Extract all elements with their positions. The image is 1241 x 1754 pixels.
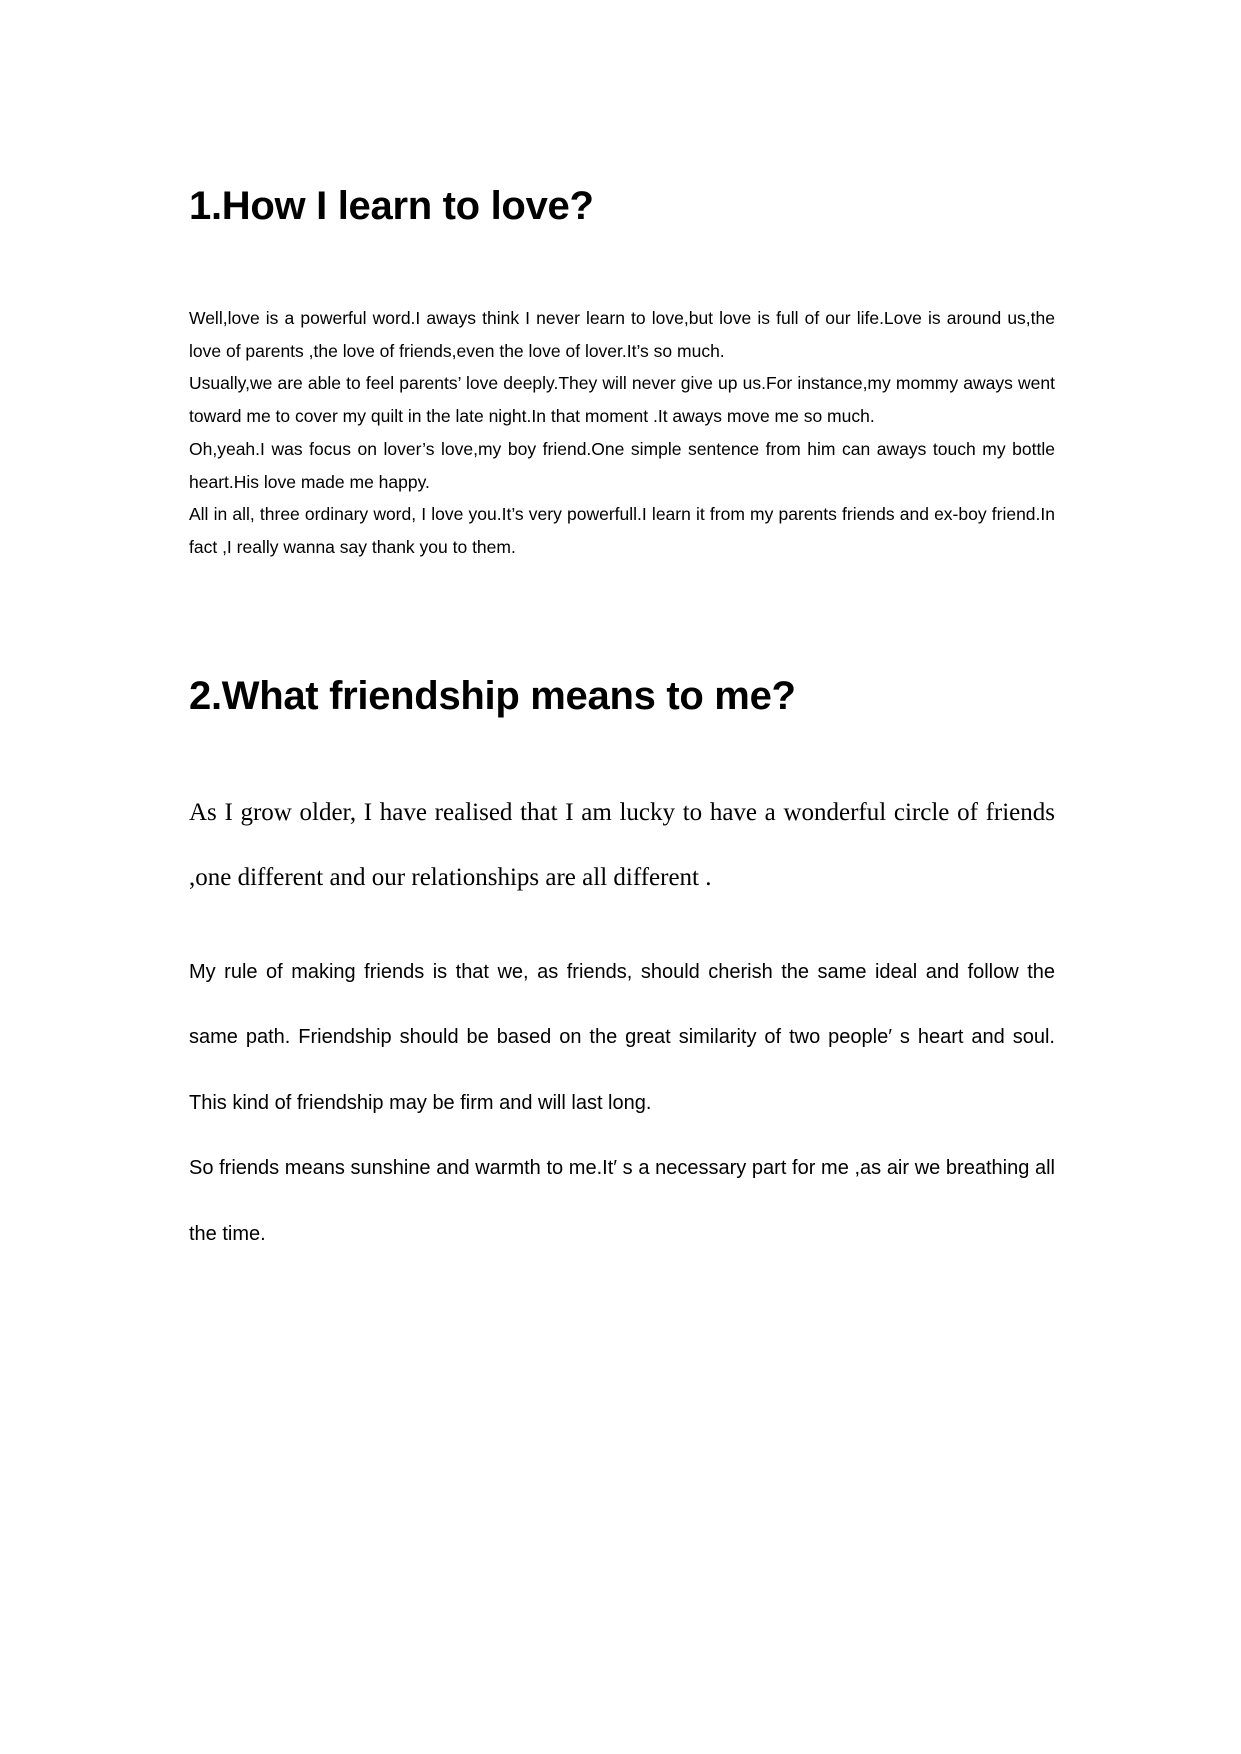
paragraph: Well,love is a powerful word.I aways think I never learn to love,but love is full of our life.Love is around us,the love of parents ,the love of friends,even the love of lover.It’s so much. — [189, 308, 1055, 361]
section-2-body — [189, 940, 1055, 1267]
paragraph: My rule of making friends is that we, as friends, should cherish the same ideal and follow the same path. Friendship should be based on the great similarity of two people′ s heart and soul. This kind of friendship may be firm and will last long. — [189, 961, 1055, 1114]
paragraph: All in all, three ordinary word, I love you.It’s very powerfull.I learn it from my parents friends and ex-boy friend.In fact ,I really wanna say thank you to them. — [189, 504, 1055, 557]
section-2-intro: As I grow older, I have realised that I am lucky to have a wonderful circle of friends ,one different and our relationships are all different . — [189, 799, 1055, 891]
section-1-heading: 1.How I learn to love? — [189, 184, 594, 228]
section-1-body — [189, 302, 1055, 564]
paragraph: Oh,yeah.I was focus on lover’s love,my boy friend.One simple sentence from him can aways touch my bottle heart.His love made me happy. — [189, 438, 1055, 492]
paragraph: Usually,we are able to feel parents’ love deeply.They will never give up us.For instance,my mommy aways went toward me to cover my quilt in the late night.In that moment .It aways move me so much. — [189, 373, 1055, 427]
paragraph: So friends means sunshine and warmth to me.It′ s a necessary part for me ,as air we breathing all the time. — [189, 1157, 1055, 1245]
section-2-heading: 2.What friendship means to me? — [189, 674, 796, 718]
